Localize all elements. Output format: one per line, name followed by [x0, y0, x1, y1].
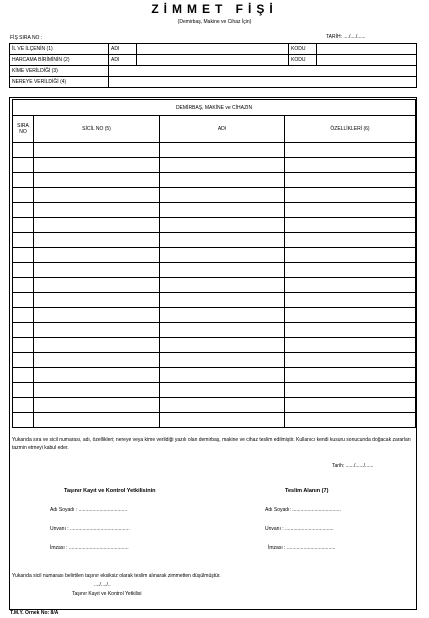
items-column-header	[13, 116, 416, 143]
info-kodu-label: KODU	[289, 44, 317, 55]
cell-sicil[interactable]	[34, 218, 160, 233]
cell-adi[interactable]	[160, 413, 285, 428]
info-adi-field[interactable]	[137, 44, 289, 55]
cell-ozellik[interactable]	[285, 383, 416, 398]
info-kodu-field[interactable]	[317, 44, 417, 55]
cell-sira[interactable]	[13, 203, 34, 218]
items-table	[12, 99, 416, 428]
cell-sira[interactable]	[13, 218, 34, 233]
cell-sira[interactable]	[13, 353, 34, 368]
right-sig-name[interactable]: Adı Soyadı: ...................................	[265, 507, 341, 513]
cell-sicil[interactable]	[34, 338, 160, 353]
cell-adi[interactable]	[160, 158, 285, 173]
col-ozellikleri: ÖZELLİKLERİ (6)	[285, 116, 416, 143]
cell-sira[interactable]	[13, 233, 34, 248]
cell-adi[interactable]	[160, 308, 285, 323]
cell-ozellik[interactable]	[285, 158, 416, 173]
cell-sicil[interactable]	[34, 203, 160, 218]
cell-sira[interactable]	[13, 173, 34, 188]
col-sicil-no: SİCİL NO (5)	[34, 116, 160, 143]
info-kodu-field[interactable]	[317, 55, 417, 66]
info-row-il	[10, 44, 417, 55]
left-sig-name[interactable]: Adı Soyadı : ...................................	[50, 507, 128, 513]
tarih-label: TARİH: ..../..../......	[326, 34, 366, 40]
info-table	[9, 43, 417, 88]
cell-sira[interactable]	[13, 383, 34, 398]
table-row	[13, 218, 416, 233]
cell-adi[interactable]	[160, 263, 285, 278]
info-adi-field[interactable]	[137, 55, 289, 66]
cell-sicil[interactable]	[34, 398, 160, 413]
cell-sira[interactable]	[13, 398, 34, 413]
footer-date: ..../..../..	[94, 582, 111, 588]
table-row	[13, 263, 416, 278]
cell-ozellik[interactable]	[285, 398, 416, 413]
cell-ozellik[interactable]	[285, 203, 416, 218]
col-sira-no: SIRA NO	[13, 116, 34, 143]
cell-sira[interactable]	[13, 308, 34, 323]
cell-adi[interactable]	[160, 233, 285, 248]
table-row	[13, 338, 416, 353]
cell-sira[interactable]	[13, 158, 34, 173]
cell-adi[interactable]	[160, 218, 285, 233]
cell-ozellik[interactable]	[285, 353, 416, 368]
info-adi-label: ADI	[109, 44, 137, 55]
statement-text: Yukarıda sıra ve sicil numarası, adı, özellikleri; nereye veya kime verildiği yazılı olan demirbaş, makine ve cihaz teslim edilmiştir. Kullanıcı kendi kusuru sonucunda doğacak zararları tazmin etmeyi kabul eder.	[12, 437, 411, 451]
right-sig-imza[interactable]: İmzası : ...................................	[268, 545, 336, 551]
cell-adi[interactable]	[160, 368, 285, 383]
cell-sira[interactable]	[13, 368, 34, 383]
info-label-il: İL VE İLÇENİN (1)	[10, 44, 109, 55]
info-row-kime	[10, 66, 417, 77]
info-row-nereye	[10, 77, 417, 88]
cell-sicil[interactable]	[34, 263, 160, 278]
cell-sicil[interactable]	[34, 248, 160, 263]
cell-sicil[interactable]	[34, 173, 160, 188]
cell-adi[interactable]	[160, 353, 285, 368]
table-row	[13, 353, 416, 368]
left-sig-imza[interactable]: İmzası : ...........................................	[50, 545, 129, 551]
right-sig-title: Teslim Alanın (7)	[285, 488, 329, 494]
table-row	[13, 413, 416, 428]
cell-adi[interactable]	[160, 293, 285, 308]
cell-sicil[interactable]	[34, 353, 160, 368]
cell-sira[interactable]	[13, 338, 34, 353]
col-adi: ADI	[160, 116, 285, 143]
cell-adi[interactable]	[160, 203, 285, 218]
form-subtitle: (Demirbaş, Makine ve Cihaz İçin)	[177, 19, 252, 25]
cell-ozellik[interactable]	[285, 323, 416, 338]
cell-sicil[interactable]	[34, 368, 160, 383]
cell-ozellik[interactable]	[285, 263, 416, 278]
cell-ozellik[interactable]	[285, 188, 416, 203]
table-row	[13, 368, 416, 383]
cell-ozellik[interactable]	[285, 173, 416, 188]
info-kime-field[interactable]	[109, 66, 417, 77]
table-row	[13, 173, 416, 188]
cell-sicil[interactable]	[34, 233, 160, 248]
cell-ozellik[interactable]	[285, 368, 416, 383]
cell-ozellik[interactable]	[285, 233, 416, 248]
left-sig-unvan[interactable]: Unvanı : ...........................................	[50, 526, 130, 532]
tarih2-label: Tarih: ....../....../......	[332, 463, 374, 469]
footer-sig-label: Taşınır Kayıt ve Kontrol Yetkilisi	[72, 591, 142, 597]
cell-adi[interactable]	[160, 398, 285, 413]
table-row	[13, 203, 416, 218]
cell-ozellik[interactable]	[285, 413, 416, 428]
table-row	[13, 158, 416, 173]
table-row	[13, 398, 416, 413]
cell-sicil[interactable]	[34, 278, 160, 293]
form-title: ZİMMET FİŞİ	[151, 2, 278, 16]
info-label-harcama: HARCAMA BİRİMİNİN (2)	[10, 55, 109, 66]
cell-sira[interactable]	[13, 413, 34, 428]
cell-ozellik[interactable]	[285, 218, 416, 233]
cell-adi[interactable]	[160, 143, 285, 158]
info-nereye-field[interactable]	[109, 77, 417, 88]
cell-sicil[interactable]	[34, 188, 160, 203]
info-row-harcama	[10, 55, 417, 66]
table-row	[13, 308, 416, 323]
items-section-header	[13, 100, 416, 116]
left-sig-title: Taşınır Kayıt ve Kontrol Yetkilisinin	[64, 488, 156, 494]
cell-ozellik[interactable]	[285, 143, 416, 158]
table-row	[13, 278, 416, 293]
cell-sicil[interactable]	[34, 323, 160, 338]
cell-sira[interactable]	[13, 323, 34, 338]
cell-sicil[interactable]	[34, 308, 160, 323]
cell-adi[interactable]	[160, 278, 285, 293]
cell-ozellik[interactable]	[285, 278, 416, 293]
section-title: DEMİRBAŞ, MAKİNE ve CİHAZIN	[13, 100, 416, 116]
cell-adi[interactable]	[160, 338, 285, 353]
cell-adi[interactable]	[160, 173, 285, 188]
cell-adi[interactable]	[160, 323, 285, 338]
table-row	[13, 248, 416, 263]
cell-sicil[interactable]	[34, 158, 160, 173]
form-code: T.M.Y. Örnek No: 8/A	[10, 610, 59, 616]
cell-adi[interactable]	[160, 383, 285, 398]
cell-sira[interactable]	[13, 248, 34, 263]
cell-sira[interactable]	[13, 143, 34, 158]
info-label-kime: KİME VERİLDİĞİ (3)	[10, 66, 109, 77]
info-adi-label: ADI	[109, 55, 137, 66]
table-row	[13, 233, 416, 248]
cell-sira[interactable]	[13, 263, 34, 278]
table-row	[13, 188, 416, 203]
cell-ozellik[interactable]	[285, 248, 416, 263]
cell-adi[interactable]	[160, 248, 285, 263]
cell-sicil[interactable]	[34, 413, 160, 428]
table-row	[13, 383, 416, 398]
fis-sira-no-label: FİŞ SIRA NO :	[10, 35, 43, 41]
cell-sira[interactable]	[13, 188, 34, 203]
table-row	[13, 143, 416, 158]
table-row	[13, 293, 416, 308]
footer-note: Yukarıda sicil numarası belirtilen taşınır eksiksiz olarak teslim alınarak zimmetten düşülmüştür.	[12, 573, 221, 579]
info-label-nereye: NEREYE VERİLDİĞİ (4)	[10, 77, 109, 88]
cell-sira[interactable]	[13, 278, 34, 293]
table-row	[13, 323, 416, 338]
cell-sicil[interactable]	[34, 143, 160, 158]
cell-ozellik[interactable]	[285, 308, 416, 323]
cell-ozellik[interactable]	[285, 338, 416, 353]
cell-adi[interactable]	[160, 188, 285, 203]
right-sig-unvan[interactable]: Unvanı : ...................................	[265, 526, 334, 532]
cell-sicil[interactable]	[34, 293, 160, 308]
cell-ozellik[interactable]	[285, 293, 416, 308]
info-kodu-label: KODU	[289, 55, 317, 66]
cell-sira[interactable]	[13, 293, 34, 308]
cell-sicil[interactable]	[34, 383, 160, 398]
